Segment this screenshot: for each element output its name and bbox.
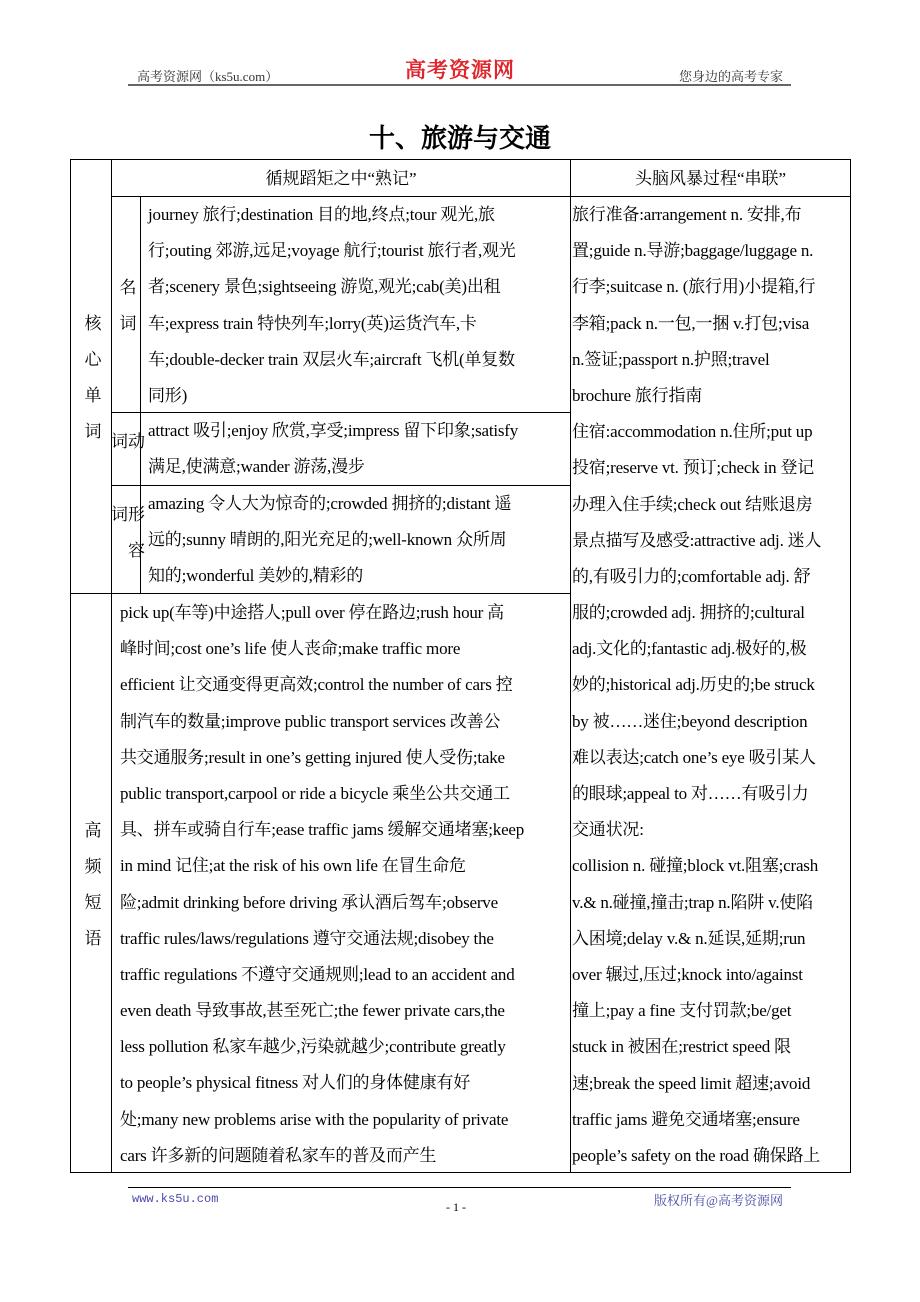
- section-core-words-cell: [70, 159, 112, 594]
- text-line: 办理入住手续;check out 结账退房: [572, 494, 813, 514]
- text-line: 速;break the speed limit 超速;avoid: [572, 1073, 811, 1093]
- text-line: less pollution 私家车越少,污染就越少;contribute greatly: [120, 1037, 506, 1057]
- text-line: v.& n.碰撞,撞击;trap n.陷阱 v.使陷: [572, 892, 813, 912]
- verbs-cell: [140, 412, 571, 486]
- text-lines: [148, 413, 570, 485]
- text-line: 车;double-decker train 双层火车;aircraft 飞机(单复数: [148, 349, 515, 369]
- text-lines: [148, 197, 570, 414]
- text-line: public transport,carpool or ride a bicycle 乘坐公共交通工: [120, 783, 510, 803]
- text-line: 撞上;pay a fine 支付罚款;be/get: [572, 1001, 792, 1021]
- text-line: 李箱;pack n.一包,一捆 v.打包;visa: [572, 313, 810, 333]
- text-line: in mind 记住;at the risk of his own life 在冒生命危: [120, 856, 466, 876]
- text-line: 满足,使满意;wander 游荡,漫步: [148, 457, 365, 477]
- text-line: 制汽车的数量;improve public transport services 改善公: [120, 711, 501, 731]
- page-number: - 1 -: [446, 1200, 466, 1214]
- text-line: brochure 旅行指南: [572, 385, 703, 405]
- text-line: 远的;sunny 晴朗的,阳光充足的;well-known 众所周: [148, 530, 507, 550]
- verbs-label-cell: [108, 412, 144, 486]
- header-divider: [128, 84, 791, 86]
- text-line: 峰时间;cost one’s life 使人丧命;make traffic more: [120, 639, 461, 659]
- text-line: attract 吸引;enjoy 欣赏,享受;impress 留下印象;satisfy: [148, 421, 519, 440]
- text-line: 投宿;reserve vt. 预订;check in 登记: [572, 458, 815, 478]
- header-slogan: 您身边的高考专家: [678, 69, 783, 84]
- text-line: 同形): [148, 385, 188, 405]
- col-header-memorize: 循规蹈矩之中“熟记”: [111, 159, 571, 197]
- section-phrases-cell: [70, 593, 112, 1173]
- text-line: traffic regulations 不遵守交通规则;lead to an accident and: [120, 964, 515, 984]
- text-line: cars 许多新的问题随着私家车的普及而产生: [120, 1145, 437, 1165]
- adjectives-cell: [140, 485, 571, 594]
- text-line: 者;scenery 景色;sightseeing 游览,观光;cab(美)出租: [148, 277, 501, 297]
- text-line: 车;express train 特快列车;lorry(英)运货汽车,卡: [148, 313, 477, 333]
- text-line: stuck in 被困在;restrict speed 限: [572, 1037, 791, 1057]
- text-line: 交通状况:: [572, 820, 644, 840]
- text-line: 景点描写及感受:attractive adj. 迷人: [572, 530, 822, 550]
- text-line: over 辗过,压过;knock into/against: [572, 964, 803, 984]
- text-line: collision n. 碰撞;block vt.阻塞;crash: [572, 856, 819, 876]
- text-line: 共交通服务;result in one’s getting injured 使人受伤;take: [120, 747, 505, 767]
- text-line: efficient 让交通变得更高效;control the number of cars 控: [120, 675, 513, 695]
- nouns-cell: [140, 196, 571, 413]
- text-line: adj.文化的;fantastic adj.极好的,极: [572, 639, 807, 659]
- footer-copyright: 版权所有@高考资源网: [654, 1193, 783, 1208]
- page-title: 十、旅游与交通: [368, 124, 551, 154]
- text-line: 旅行准备:arrangement n. 安排,布: [572, 205, 802, 224]
- text-line: 行李;suitcase n. (旅行用)小提箱,行: [572, 277, 816, 297]
- nouns-label-cell: [111, 196, 141, 413]
- section-label-core-words: 核心单词: [81, 314, 101, 458]
- adjectives-label-cell: [108, 485, 144, 594]
- text-line: 知的;wonderful 美妙的,精彩的: [148, 566, 364, 586]
- text-line: 的眼球;appeal to 对……有吸引力: [572, 784, 809, 803]
- text-line: journey 旅行;destination 目的地,终点;tour 观光,旅: [148, 205, 495, 224]
- label-adjectives: 形容词: [108, 505, 144, 577]
- header-logo: 高考资源网: [405, 58, 515, 82]
- text-lines: [120, 595, 570, 1174]
- text-line: even death 导致事故,甚至死亡;the fewer private cars,the: [120, 1001, 505, 1021]
- text-line: amazing 令人大为惊奇的;crowded 拥挤的;distant 遥: [148, 494, 512, 513]
- text-line: 服的;crowded adj. 拥挤的;cultural: [572, 603, 805, 623]
- footer-website-link[interactable]: www.ks5u.com: [132, 1192, 219, 1206]
- text-line: to people’s physical fitness 对人们的身体健康有好: [120, 1073, 471, 1093]
- brainstorm-cell: [570, 196, 851, 1173]
- text-line: 置;guide n.导游;baggage/luggage n.: [572, 241, 814, 261]
- text-line: 住宿:accommodation n.住所;put up: [572, 422, 813, 442]
- phrases-cell: [111, 593, 571, 1173]
- label-verbs: 动词: [108, 432, 144, 468]
- text-line: traffic rules/laws/regulations 遵守交通法规;disobey the: [120, 928, 494, 948]
- text-line: n.签证;passport n.护照;travel: [572, 349, 770, 369]
- text-line: 的,有吸引力的;comfortable adj. 舒: [572, 566, 811, 586]
- text-line: people’s safety on the road 确保路上: [572, 1145, 821, 1165]
- text-line: 行;outing 郊游,远足;voyage 航行;tourist 旅行者,观光: [148, 241, 516, 261]
- text-line: pick up(车等)中途搭人;pull over 停在路边;rush hour 高: [120, 603, 504, 622]
- text-line: 入困境;delay v.& n.延误,延期;run: [572, 928, 806, 948]
- footer-divider: [128, 1187, 791, 1188]
- text-lines: [148, 486, 570, 595]
- text-line: 难以表达;catch one’s eye 吸引某人: [572, 747, 816, 767]
- col-header-brainstorm: 头脑风暴过程“串联”: [570, 159, 851, 197]
- header-site-name: 高考资源网（ks5u.com）: [137, 69, 279, 84]
- label-nouns: 名词: [116, 278, 136, 350]
- text-line: 具、拼车或骑自行车;ease traffic jams 缓解交通堵塞;keep: [120, 820, 525, 840]
- text-line: 妙的;historical adj.历史的;be struck: [572, 675, 815, 695]
- text-line: traffic jams 避免交通堵塞;ensure: [572, 1109, 800, 1129]
- section-label-phrases: 高频短语: [81, 820, 101, 965]
- text-line: 处;many new problems arise with the popularity of private: [120, 1109, 509, 1129]
- text-lines: [572, 197, 850, 1174]
- text-line: by 被……迷住;beyond description: [572, 711, 808, 731]
- text-line: 险;admit drinking before driving 承认酒后驾车;observe: [120, 892, 498, 912]
